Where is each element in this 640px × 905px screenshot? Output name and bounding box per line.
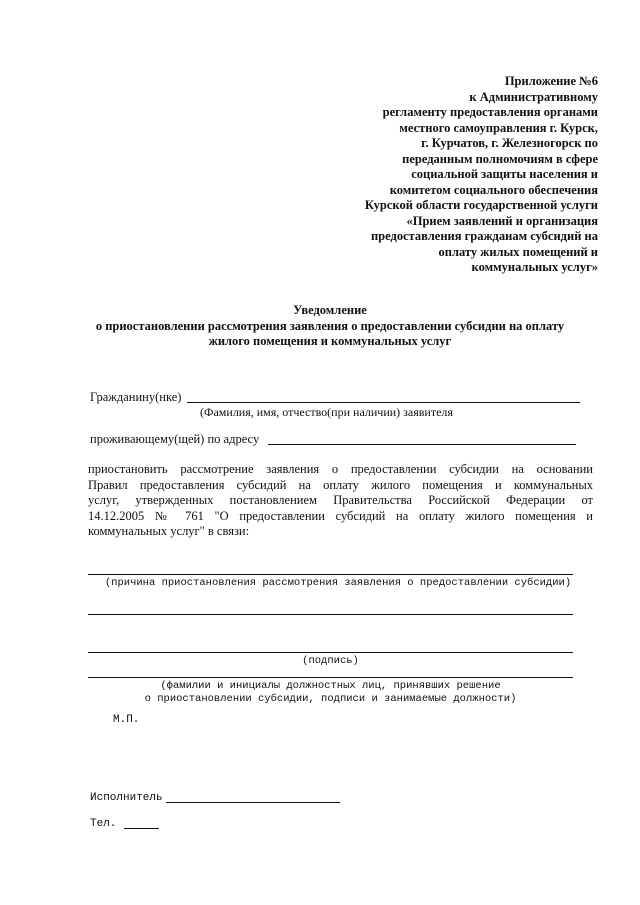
- phone-line[interactable]: [124, 828, 159, 829]
- appendix-line: социальной защиты населения и: [411, 167, 598, 181]
- notice-body: [88, 462, 593, 540]
- appendix-line: «Прием заявлений и организация: [406, 213, 598, 228]
- body-line: 14.12.2005 № 761 "О предоставлении субсидий на оплату жилого помещения и: [88, 508, 593, 523]
- notice-subtitle: [60, 319, 600, 348]
- appendix-line: переданным полномочиям в сфере: [402, 151, 598, 166]
- notice-subtitle-line: о приостановлении рассмотрения заявления о предоставлении субсидии на оплату: [95, 319, 565, 333]
- officials-line[interactable]: [88, 677, 573, 678]
- officials-caption-1: (фамилии и инициалы должностных лиц, принявших решение: [160, 680, 501, 692]
- appendix-line: местного самоуправления г. Курск,: [399, 120, 598, 135]
- appendix-line: комитетом социального обеспечения: [389, 182, 598, 197]
- citizen-caption: (Фамилия, имя, отчество(при наличии) заявителя: [200, 405, 453, 419]
- appendix-line: коммунальных услуг»: [471, 260, 598, 274]
- reason-line-2[interactable]: [88, 614, 573, 615]
- appendix-header: [298, 74, 598, 276]
- body-line: услуг, утвержденных постановлением Правительства Российской Федерации от: [88, 493, 593, 507]
- notice-subtitle-line: жилого помещения и коммунальных услуг: [208, 333, 452, 348]
- phone-label: Тел.: [90, 818, 117, 830]
- appendix-line: Приложение №6: [504, 74, 598, 88]
- body-line: коммунальных услуг" в связи:: [88, 524, 250, 538]
- reason-caption: (причина приостановления рассмотрения заявления о предоставлении субсидии): [104, 577, 572, 589]
- notice-title: Уведомление: [293, 303, 367, 317]
- executor-label: Исполнитель: [90, 792, 163, 804]
- signature-line[interactable]: [88, 652, 573, 653]
- appendix-line: Курской области государственной услуги: [364, 198, 598, 212]
- executor-line[interactable]: [166, 802, 340, 803]
- appendix-line: предоставления гражданам субсидий на: [370, 229, 598, 243]
- signature-caption: (подпись): [302, 655, 359, 667]
- citizen-name-line[interactable]: [187, 402, 580, 403]
- officials-caption-2: о приостановлении субсидии, подписи и занимаемые должности): [144, 693, 517, 705]
- address-line[interactable]: [268, 444, 576, 445]
- appendix-line: оплату жилых помещений и: [438, 244, 598, 259]
- appendix-line: к Административному: [469, 89, 598, 104]
- appendix-line: г. Курчатов, г. Железногорск по: [421, 136, 598, 150]
- address-label: проживающему(щей) по адресу: [90, 432, 260, 446]
- citizen-label: Гражданину(нке): [90, 390, 182, 404]
- stamp-label: М.П.: [113, 714, 140, 726]
- reason-line[interactable]: [88, 574, 573, 575]
- appendix-line: регламенту предоставления органами: [382, 105, 598, 119]
- body-line: Правил предоставления субсидий на оплату жилого помещения и коммунальных: [88, 477, 593, 492]
- body-line: приостановить рассмотрение заявления о предоставлении субсидии на основании: [88, 462, 593, 476]
